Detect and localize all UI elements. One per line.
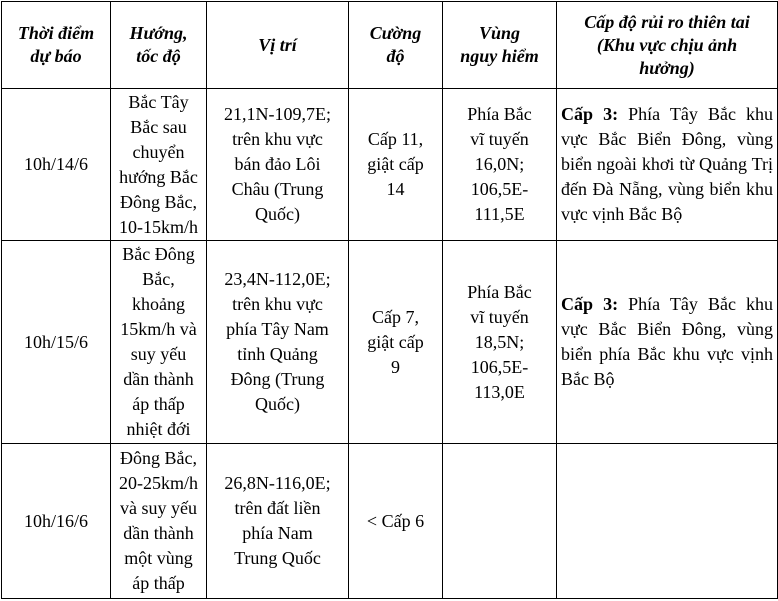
header-time: Thời điểm dự báo — [2, 2, 111, 89]
risk-level-label: Cấp 3: — [561, 294, 619, 314]
table-row — [2, 241, 778, 444]
risk-cell — [557, 444, 778, 599]
header-danger-zone: Vùng nguy hiểm — [443, 2, 557, 89]
danger-zone-cell: Phía Bắc vĩ tuyến 16,0N; 106,5E- 111,5E — [443, 89, 557, 241]
position-cell: 26,8N-116,0E; trên đất liền phía Nam Trung Quốc — [207, 444, 349, 599]
storm-forecast-table — [1, 1, 778, 599]
intensity-cell: < Cấp 6 — [349, 444, 443, 599]
time-cell: 10h/16/6 — [2, 444, 111, 599]
time-cell: 10h/15/6 — [2, 241, 111, 444]
danger-zone-cell — [443, 444, 557, 599]
intensity-cell: Cấp 11, giật cấp 14 — [349, 89, 443, 241]
direction-cell: Bắc Tây Bắc sau chuyển hướng Bắc Đông Bắc, 10-15km/h — [111, 89, 207, 241]
direction-cell: Bắc Đông Bắc, khoảng 15km/h và suy yếu dần thành áp thấp nhiệt đới — [111, 241, 207, 444]
time-cell: 10h/14/6 — [2, 89, 111, 241]
risk-level-label: Cấp 3: — [561, 104, 619, 124]
header-row — [2, 2, 778, 89]
risk-cell — [557, 241, 778, 444]
position-cell: 21,1N-109,7E; trên khu vực bán đảo Lôi Châu (Trung Quốc) — [207, 89, 349, 241]
header-intensity: Cường độ — [349, 2, 443, 89]
position-cell: 23,4N-112,0E; trên khu vực phía Tây Nam tỉnh Quảng Đông (Trung Quốc) — [207, 241, 349, 444]
danger-zone-cell: Phía Bắc vĩ tuyến 18,5N; 106,5E- 113,0E — [443, 241, 557, 444]
header-position: Vị trí — [207, 2, 349, 89]
header-risk-level: Cấp độ rủi ro thiên tai (Khu vực chịu ảnh hưởng) — [557, 2, 778, 89]
table-row — [2, 89, 778, 241]
table-row — [2, 444, 778, 599]
header-direction: Hướng, tốc độ — [111, 2, 207, 89]
risk-cell — [557, 89, 778, 241]
direction-cell: Đông Bắc, 20-25km/h và suy yếu dần thành một vùng áp thấp — [111, 444, 207, 599]
risk-area-text: Phía Tây Bắc khu vực Bắc Biển Đông, vùng biển phía Bắc khu vực vịnh Bắc Bộ — [561, 294, 773, 389]
risk-area-text: Phía Tây Bắc khu vực Bắc Biển Đông, vùng biển ngoài khơi từ Quảng Trị đến Đà Nẵng, vùng biển khu vực vịnh Bắc Bộ — [561, 104, 773, 224]
intensity-cell: Cấp 7, giật cấp 9 — [349, 241, 443, 444]
